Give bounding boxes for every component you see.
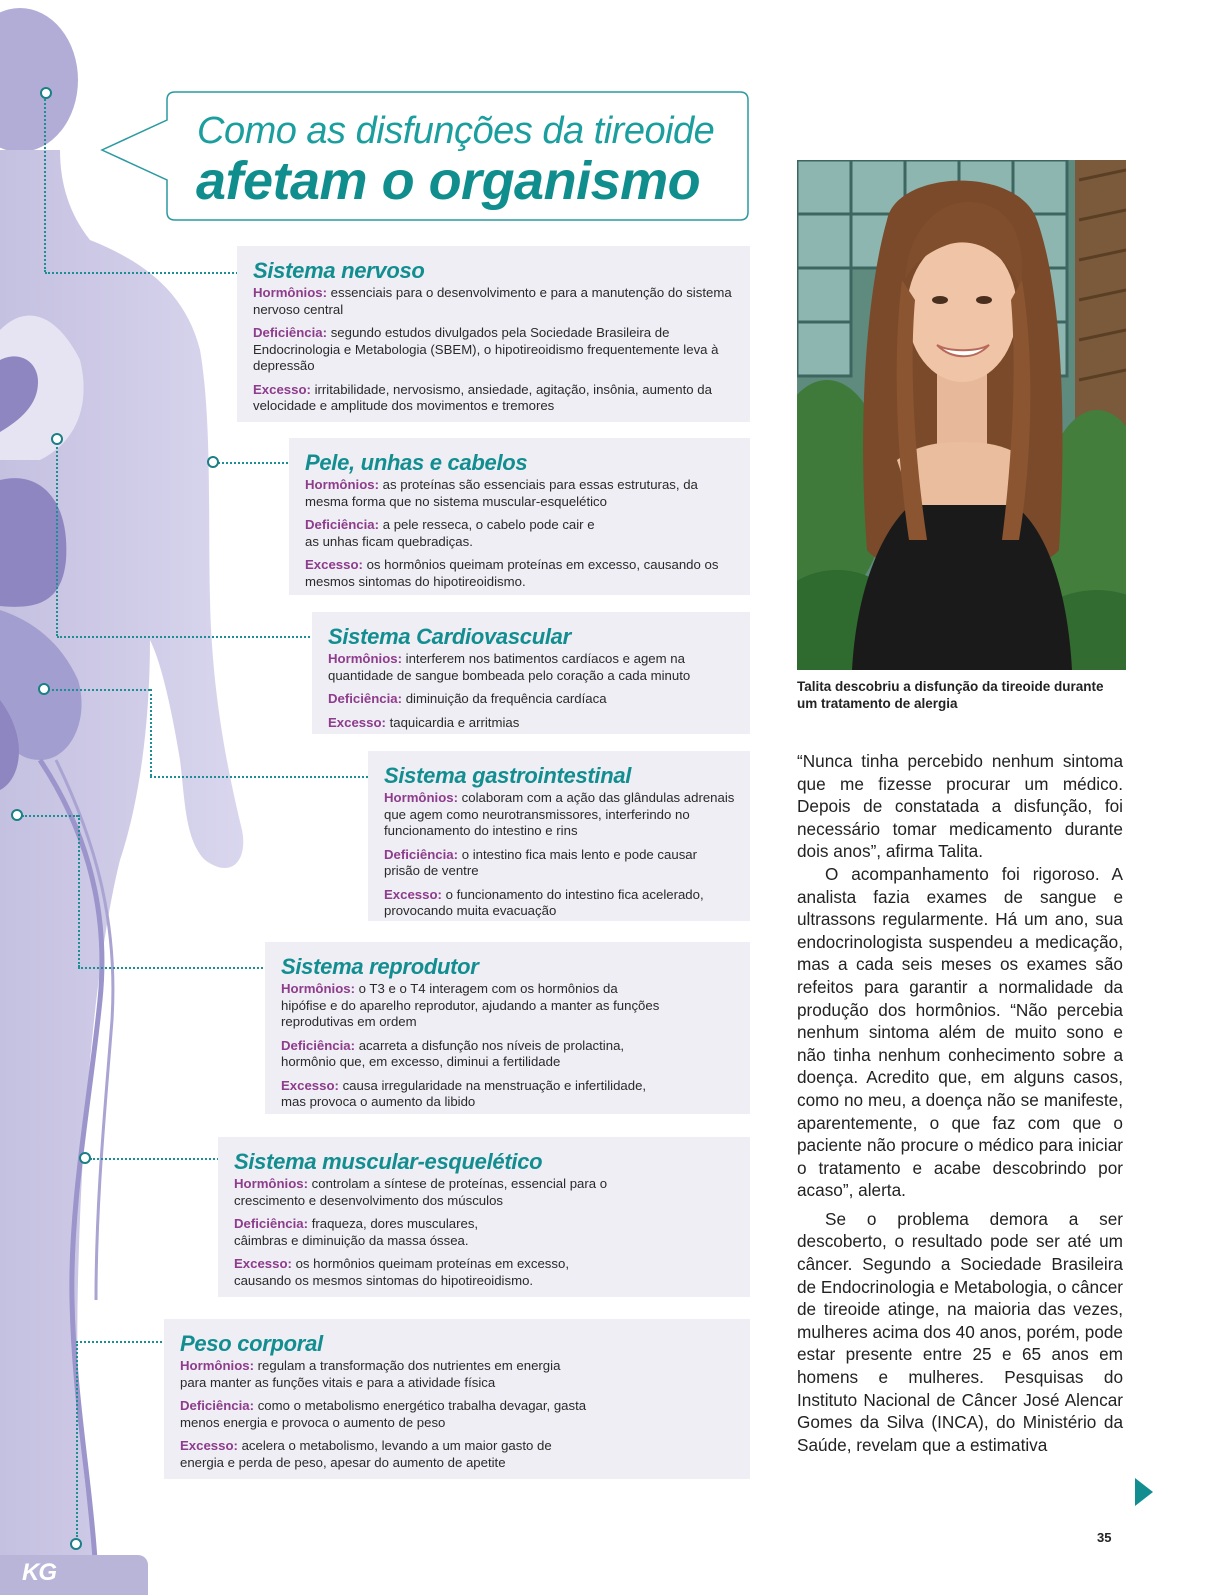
deficiencia-text: Deficiência: a pele resseca, o cabelo pode cair e as unhas ficam quebradiças. <box>305 517 595 549</box>
photo-caption: Talita descobriu a disfunção da tireoide durante um tratamento de alergia <box>797 679 1104 711</box>
card-heading: Pele, unhas e cabelos <box>305 450 528 475</box>
hormonios-text: Hormônios: as proteínas são essenciais para essas estruturas, da mesma forma que no sistema muscular-esquelético <box>305 477 698 509</box>
connector-dot-heart <box>51 433 63 445</box>
card-sistema-gastrointestinal <box>368 751 750 921</box>
deficiencia-text: Deficiência: como o metabolismo energético trabalha devagar, gasta menos energia e provoca o aumento de peso <box>180 1398 587 1430</box>
page-title-line2: afetam o organismo <box>196 151 701 211</box>
leader-cardio <box>57 636 322 638</box>
connector-dot-head <box>40 87 52 99</box>
connector-dot-repro <box>11 809 23 821</box>
leader-gastro-a <box>48 689 150 691</box>
excesso-text: Excesso: os hormônios queimam proteínas em excesso, causando os mesmos sintomas do hipotireoidismo. <box>305 557 719 589</box>
card-heading: Sistema reprodutor <box>281 954 479 979</box>
page-number: 35 <box>1097 1530 1112 1545</box>
card-heading: Peso corporal <box>180 1331 323 1356</box>
leader-peso-a <box>76 1341 174 1343</box>
excesso-text: Excesso: os hormônios queimam proteínas em excesso, causando os mesmos sintomas do hipotireoidismo. <box>234 1256 569 1288</box>
deficiencia-text: Deficiência: diminuição da frequência cardíaca <box>328 691 607 706</box>
leader-muscular <box>90 1158 226 1160</box>
leader-vertical-gastro <box>150 689 152 776</box>
leader-vertical-repro <box>78 815 80 967</box>
excesso-text: Excesso: o funcionamento do intestino fica acelerado, provocando muita evacuação <box>384 886 704 918</box>
card-heading: Sistema muscular-esquelético <box>234 1149 543 1174</box>
hormonios-text: Hormônios: interferem nos batimentos cardíacos e agem na quantidade de sangue bombeada pelo coração a cada minuto <box>328 651 691 683</box>
card-sistema-nervoso <box>237 246 750 422</box>
article-body <box>797 750 1123 1456</box>
hormonios-text: Hormônios: regulam a transformação dos nutrientes em energia para manter as funções vitais e para a atividade física <box>180 1358 561 1390</box>
article-paragraph: O acompanhamento foi rigoroso. A analista fazia exames de sangue e ultrassons regularmente. Há um ano, sua endocrinologista suspendeu a medicação, mas a cada seis meses os exames são refeitos para garantir a normalidade da produção dos hormônios. “Não percebia nenhum sintoma além de muito sono e não tinha nenhum conhecimento sobre a doença. Acredito que, em alguns casos, como no meu, a doença não se manifeste, aparentemente, o que faz com que o paciente não procure o médico para iniciar o tratamento e acabe descobrindo por acaso”, alerta. <box>797 863 1123 1201</box>
deficiencia-text: Deficiência: o intestino fica mais lento e pode causar prisão de ventre <box>384 846 698 878</box>
card-peso-corporal <box>164 1319 750 1479</box>
article-paragraph: “Nunca tinha percebido nenhum sintoma que me fizesse procurar um médico. Depois de constatada a disfunção, foi necessário tomar medicamento durante dois anos”, afirma Talita. <box>797 751 1123 862</box>
card-heading: Sistema nervoso <box>253 258 425 283</box>
hormonios-text: Hormônios: controlam a síntese de proteínas, essencial para o crescimento e desenvolvimento dos músculos <box>234 1176 608 1208</box>
card-sistema-muscular-esqueletico <box>218 1137 750 1297</box>
leader-vertical-cardio <box>56 440 58 636</box>
deficiencia-text: Deficiência: acarreta a disfunção nos níveis de prolactina, hormônio que, em excesso, diminui a fertilidade <box>281 1037 625 1069</box>
page-title-line1: Como as disfunções da tireoide <box>197 110 715 152</box>
excesso-text: Excesso: causa irregularidade na menstruação e infertilidade, mas provoca o aumento da libido <box>281 1077 647 1109</box>
connector-dot-gastro <box>38 683 50 695</box>
leader-pele <box>218 462 300 464</box>
connector-dot-pele <box>207 456 219 468</box>
excesso-text: Excesso: irritabilidade, nervosismo, ansiedade, agitação, insônia, aumento da velocidade e amplitude dos movimentos e tremores <box>253 381 712 413</box>
leader-repro-a <box>22 815 78 817</box>
leader-vertical-nervoso <box>44 96 46 272</box>
hormonios-text: Hormônios: essenciais para o desenvolvimento e para a manutenção do sistema nervoso central <box>253 285 732 317</box>
deficiencia-text: Deficiência: fraqueza, dores musculares, câimbras e diminuição da massa óssea. <box>234 1216 479 1248</box>
card-pele-unhas-cabelos <box>289 438 750 595</box>
connector-dot-muscular <box>79 1152 91 1164</box>
leader-gastro-b <box>150 776 376 778</box>
excesso-text: Excesso: taquicardia e arritmias <box>328 714 520 730</box>
hormonios-text: Hormônios: o T3 e o T4 interagem com os hormônios da hipófise e do aparelho reprodutor, ajudando a manter as funções reprodutivas em ordem <box>281 981 660 1029</box>
leader-vertical-peso <box>76 1341 78 1537</box>
card-heading: Sistema Cardiovascular <box>328 624 571 649</box>
leader-repro-b <box>78 967 274 969</box>
deficiencia-text: Deficiência: segundo estudos divulgados pela Sociedade Brasileira de Endocrinologia e Metabologia (SBEM), o hipotireoidismo frequentemente leva à depressão <box>253 325 719 373</box>
hormonios-text: Hormônios: colaboram com a ação das glândulas adrenais que agem como neurotransmissores, interferindo no funcionamento do intestino e rins <box>384 790 735 838</box>
article-paragraph: Se o problema demora a ser descoberto, o resultado pode ser até um câncer. Segundo a Sociedade Brasileira de Endocrinologia e Metabologia, o câncer de tireoide atinge, na maioria das vezes, mulheres acima dos 40 anos, porém, pode estar presente entre 25 e 65 anos em homens e mulheres. Pesquisas do Instituto Nacional de Câncer José Alencar Gomes da Silva (INCA), do Ministério da Saúde, revelam que a estimativa <box>797 1208 1123 1455</box>
connector-dot-foot <box>70 1538 82 1550</box>
publication-logo: KG <box>0 1555 148 1595</box>
portrait-photo <box>797 160 1126 670</box>
card-heading: Sistema gastrointestinal <box>384 763 632 788</box>
continue-arrow-icon <box>1135 1478 1153 1506</box>
leader-nervoso <box>45 272 245 274</box>
card-sistema-reprodutor <box>265 942 750 1114</box>
excesso-text: Excesso: acelera o metabolismo, levando a um maior gasto de energia e perda de peso, apesar do aumento de apetite <box>180 1438 552 1470</box>
card-sistema-cardiovascular <box>312 612 750 734</box>
